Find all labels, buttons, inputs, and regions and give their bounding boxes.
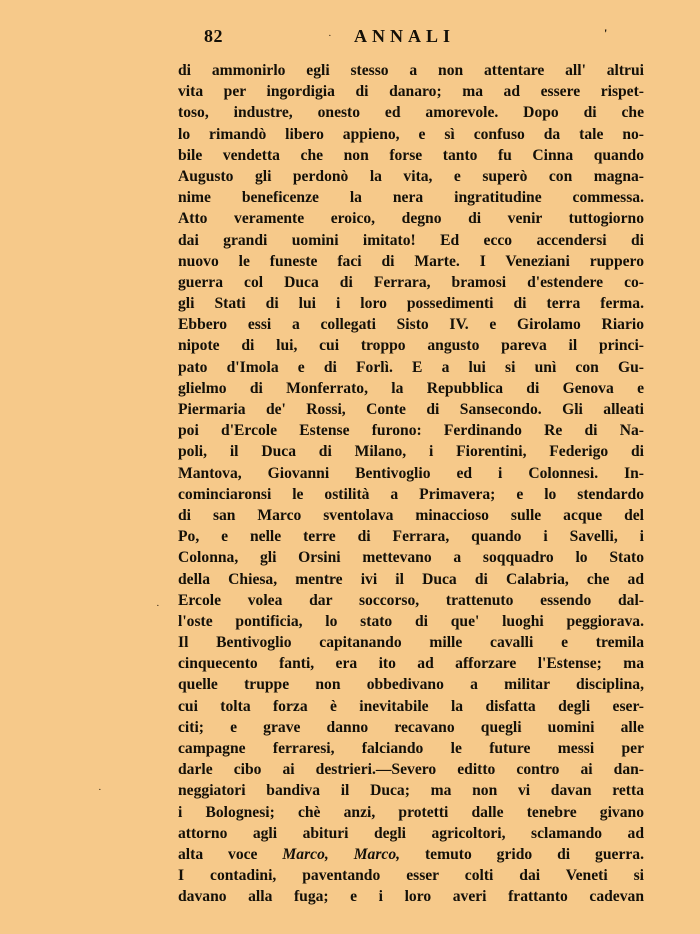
text-line: Il Bentivoglio capitanando mille cavalli e tremila [178, 634, 644, 652]
header-speck: · [328, 30, 332, 42]
text-line: davano alla fuga; e i loro averi frattanto cadevan [178, 888, 644, 906]
text-line: vita per ingordigia di danaro; ma ad essere rispet- [178, 83, 644, 101]
text-line: bile vendetta che non forse tanto fu Cinna quando [178, 146, 644, 164]
text-line: nipote di lui, cui troppo angusto pareva il princi- [178, 337, 644, 355]
text-line: pato d'Imola e di Forlì. E a lui si unì con Gu- [178, 358, 644, 376]
text-line: quelle truppe non obbedivano a militar disciplina, [178, 676, 644, 694]
header-mark: ' [604, 26, 608, 40]
text-line: cominciaronsi le ostilità a Primavera; e lo stendardo [178, 485, 644, 503]
text-line: della Chiesa, mentre ivi il Duca di Calabria, che ad [178, 570, 644, 588]
text-line: Po, e nelle terre di Ferrara, quando i Savelli, i [178, 528, 644, 546]
text-segment: alta voce [178, 845, 258, 863]
text-line: citi; e grave danno recavano quegli uomini alle [178, 718, 644, 736]
italic-text-segment: Marco, Marco, [282, 845, 401, 863]
text-line: Augusto gli perdonò la vita, e superò con magna- [178, 167, 644, 185]
margin-speck: · [156, 600, 160, 612]
text-line: glielmo di Monferrato, la Repubblica di Genova e [178, 379, 644, 397]
text-line: lo rimandò libero appieno, e sì confuso da tale no- [178, 125, 644, 143]
text-line: di ammonirlo egli stesso a non attentare all' altrui [178, 62, 644, 79]
text-segment: temuto grido di guerra. [424, 845, 644, 863]
margin-speck: · [98, 784, 102, 796]
text-line: guerra col Duca di Ferrara, bramosi d'estendere co- [178, 273, 644, 291]
text-line: toso, industre, onesto ed amorevole. Dopo di che [178, 104, 644, 122]
text-line: attorno agli abituri degli agricoltori, sclamando ad [178, 824, 644, 842]
text-line: poi d'Ercole Estense furono: Ferdinando Re di Na- [178, 422, 644, 440]
page-number: 82 [204, 26, 223, 46]
running-title: ANNALI [354, 26, 456, 46]
text-line: nime beneficenze la nera ingratitudine commessa. [178, 189, 644, 207]
body-text [178, 60, 644, 908]
text-line: campagne ferraresi, falciando le future messi per [178, 740, 644, 757]
text-line: l'oste pontificia, lo stato di que' luoghi peggiorava. [178, 612, 644, 630]
text-line-mixed [178, 844, 644, 865]
text-line: cui tolta forza è inevitabile la disfatta degli eser- [178, 697, 644, 715]
text-line: Ebbero essi a collegati Sisto IV. e Girolamo Riario [178, 316, 644, 334]
text-line: Atto veramente eroico, degno di venir tuttogiorno [178, 210, 644, 228]
text-line: Ercole volea dar soccorso, trattenuto essendo dal- [178, 591, 644, 609]
text-line: di san Marco sventolava minaccioso sulle acque del [178, 506, 644, 524]
text-line: dai grandi uomini imitato! Ed ecco accendersi di [178, 231, 644, 249]
text-line: i Bolognesi; chè anzi, protetti dalle tenebre givano [178, 803, 644, 821]
text-line: nuovo le funeste faci di Marte. I Veneziani ruppero [178, 252, 644, 270]
text-line: Mantova, Giovanni Bentivoglio ed i Colonnesi. In- [178, 464, 644, 482]
text-line: Piermaria de' Rossi, Conte di Sansecondo. Gli alleati [178, 401, 644, 418]
text-line: neggiatori bandiva il Duca; ma non vi davan retta [178, 782, 644, 800]
text-line: I contadini, paventando esser colti dai Veneti si [178, 867, 644, 885]
page-header [0, 26, 700, 50]
text-line: darle cibo ai destrieri.—Severo editto contro ai dan- [178, 761, 644, 779]
text-line: poli, il Duca di Milano, i Fiorentini, Federigo di [178, 443, 644, 461]
text-line: gli Stati di lui i loro possedimenti di terra ferma. [178, 295, 644, 313]
text-line: cinquecento fanti, era ito ad afforzare l'Estense; ma [178, 655, 644, 673]
text-line: Colonna, gli Orsini mettevano a soqquadro lo Stato [178, 549, 644, 567]
